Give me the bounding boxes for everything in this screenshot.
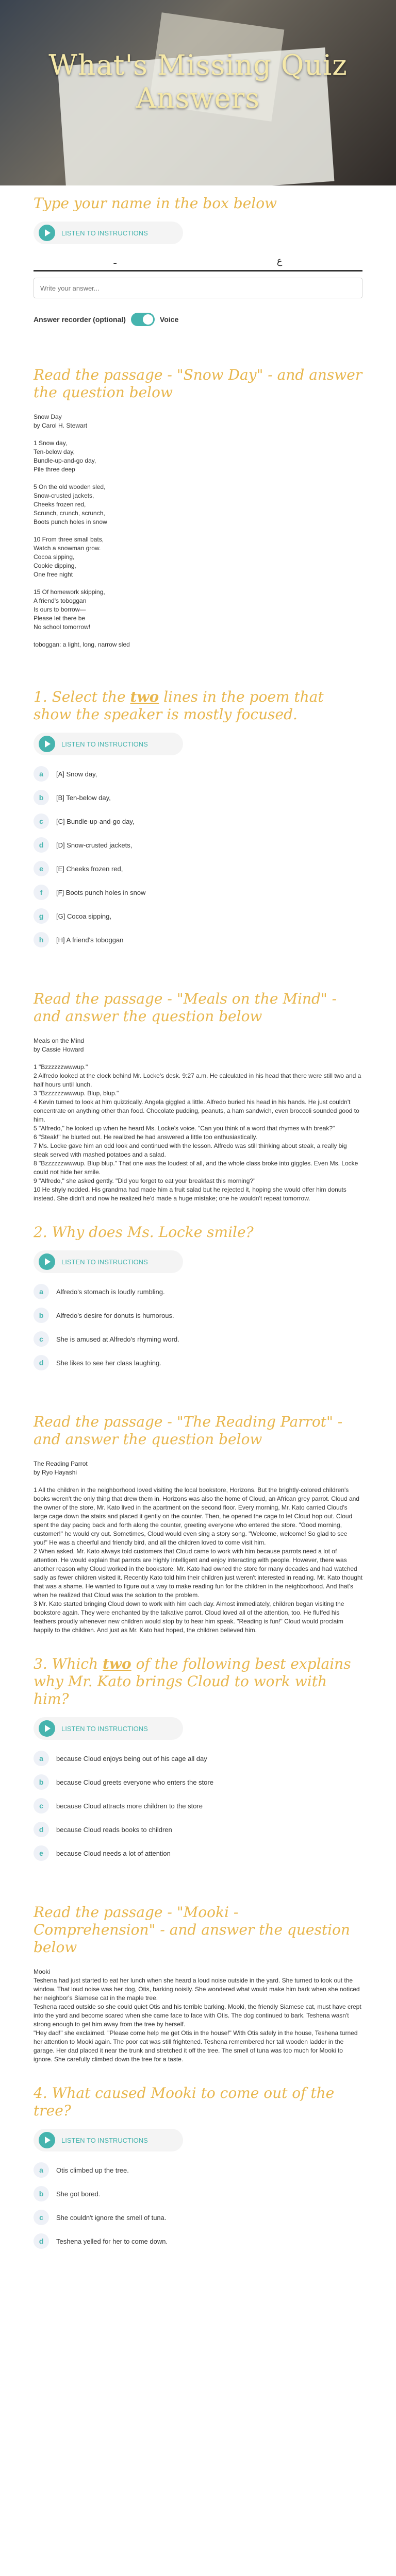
passage-title: Read the passage - "The Reading Parrot" - and answer the question below <box>34 1413 343 1448</box>
option-text: [D] Snow-crusted jackets, <box>56 841 133 849</box>
answer-option[interactable] <box>34 883 362 902</box>
answer-option[interactable] <box>34 765 362 783</box>
option-letter: d <box>34 2233 49 2249</box>
answer-option[interactable] <box>34 1749 362 1768</box>
answer-option[interactable] <box>34 1306 362 1325</box>
option-text: She got bored. <box>56 2190 101 2198</box>
option-letter: e <box>34 861 49 876</box>
option-letter: a <box>34 766 49 782</box>
option-letter: d <box>34 1822 49 1837</box>
answer-option[interactable] <box>34 1330 362 1348</box>
answer-option[interactable] <box>34 2208 362 2227</box>
answer-option[interactable] <box>34 812 362 831</box>
question-2-section <box>34 990 362 1372</box>
audio-label: LISTEN TO INSTRUCTIONS <box>61 2136 148 2144</box>
option-text: because Cloud greets everyone who enters the store <box>56 1778 213 1786</box>
answer-recorder-label: Answer recorder (optional) <box>34 315 126 324</box>
passage-title: Read the passage - "Mooki - Comprehension" - and answer the question below <box>34 1904 350 1956</box>
option-text: Alfredo's desire for donuts is humorous. <box>56 1311 174 1319</box>
question-title: 1. Select the two lines in the poem that show the speaker is mostly focused. <box>34 688 324 723</box>
answer-recorder-row <box>34 313 362 326</box>
option-text: because Cloud attracts more children to the store <box>56 1802 203 1810</box>
answer-options <box>34 765 362 949</box>
question-1-section <box>34 366 362 949</box>
play-icon[interactable] <box>39 1720 55 1737</box>
option-letter: e <box>34 1845 49 1861</box>
option-text: [C] Bundle-up-and-go day, <box>56 817 135 825</box>
passage-title: Read the passage - "Snow Day" - and answer the question below <box>34 366 362 401</box>
answer-option[interactable] <box>34 930 362 949</box>
instructions-audio-player[interactable] <box>34 733 183 755</box>
voice-toggle-label: Voice <box>159 315 179 324</box>
option-letter: a <box>34 1751 49 1766</box>
option-text: She likes to see her class laughing. <box>56 1359 161 1367</box>
answer-option[interactable] <box>34 2232 362 2250</box>
option-letter: f <box>34 885 49 900</box>
option-letter: b <box>34 1308 49 1323</box>
question-title: 2. Why does Ms. Locke smile? <box>34 1224 254 1241</box>
option-letter: a <box>34 2162 49 2178</box>
option-letter: b <box>34 1774 49 1790</box>
passage-text: The Reading Parrot by Ryo Hayashi 1 All the children in the neighborhood loved visiting the local bookstore, Horizons. But the brightly-colored children's books weren't the only thing that drew them in. Horizons was also the home of Cloud, an African grey parrot. Cloud and the owner of the store, Mr. Kato lived in the apartment on the second floor. Every morning, Mr. Kato carried Cloud's large cage down the stairs and placed it gently on the counter. Then, he opened the cage to let Cloud hop out. Cloud spent the day pacing back and forth along the counter, greeting everyone who entered the store. "Good morning, customer!" he would cry out. Sometimes, Cloud would even sing a story song. "Welcome, welcome! So glad to see you!" He was a cheerful and friendly bird, and all the children loved to come visit him. 2 When asked, Mr. Kato always told customers that Cloud came to work with him because parrots need a lot of attention. He would explain that parrots are highly intelligent and enjoy interacting with people. However, there was another reason why Cloud worked in the bookstore. Mr. Kato had owned the store for many decades and had watched sadly as fewer children visited it. Recently Kato told him their children just weren't interested in reading. Mr. Kato thought that was a shame. He wanted to figure out a way to make reading fun for the children in the neighborhood. And that's when he realized that Cloud was the solution to the problem. 3 Mr. Kato started bringing Cloud down to work with him each day. Almost immediately, children began visiting the bookstore again. They were enchanted by the talkative parrot. Cloud loved all of the attention, too. He fluffed his feathers proudly whenever new children would stop by to hear him speak. "Reading is fun!" Cloud would proclaim happily to the children. And just as Mr. Kato had hoped, the children believed him. <box>34 1460 362 1634</box>
option-letter: c <box>34 1798 49 1814</box>
lang-right-key[interactable]: ع <box>276 255 283 266</box>
play-icon[interactable] <box>39 1253 55 1270</box>
audio-label: LISTEN TO INSTRUCTIONS <box>61 1258 148 1266</box>
answer-option[interactable] <box>34 2184 362 2203</box>
instructions-audio-player[interactable] <box>34 1250 183 1273</box>
answer-option[interactable] <box>34 1773 362 1791</box>
answer-options <box>34 1282 362 1372</box>
hero-banner <box>0 0 396 185</box>
option-text: because Cloud reads books to children <box>56 1825 172 1834</box>
page-title: What's Missing Quiz Answers <box>48 49 348 114</box>
audio-label: LISTEN TO INSTRUCTIONS <box>61 229 148 237</box>
option-text: [B] Ten-below day, <box>56 793 111 802</box>
option-text: [H] A friend's toboggan <box>56 936 124 944</box>
keyboard-language-bar <box>34 251 362 272</box>
question-3-section <box>34 1413 362 1862</box>
option-letter: b <box>34 790 49 805</box>
option-letter: g <box>34 908 49 924</box>
name-input[interactable] <box>34 278 362 298</box>
instructions-audio-player[interactable] <box>34 222 183 244</box>
name-prompt: Type your name in the box below <box>34 195 277 212</box>
answer-option[interactable] <box>34 1282 362 1301</box>
instructions-audio-player[interactable] <box>34 2129 183 2151</box>
option-letter: d <box>34 837 49 853</box>
answer-option[interactable] <box>34 788 362 807</box>
question-title: 4. What caused Mooki to come out of the tree? <box>34 2084 335 2119</box>
play-icon[interactable] <box>39 736 55 752</box>
option-text: Alfredo's stomach is loudly rumbling. <box>56 1287 165 1296</box>
option-letter: c <box>34 2210 49 2225</box>
option-text: because Cloud needs a lot of attention <box>56 1849 171 1857</box>
passage-title: Read the passage - "Meals on the Mind" - and answer the question below <box>34 990 337 1025</box>
question-title: 3. Which two of the following best explains why Mr. Kato brings Cloud to work with him? <box>34 1655 351 1707</box>
option-text: She is amused at Alfredo's rhyming word. <box>56 1335 179 1343</box>
option-text: She couldn't ignore the smell of tuna. <box>56 2213 167 2222</box>
answer-option[interactable] <box>34 836 362 854</box>
lang-left-key[interactable]: ـ <box>113 255 117 266</box>
passage-text: Snow Day by Carol H. Stewart 1 Snow day, Ten-below day, Bundle-up-and-go day, Pile three deep 5 On the old wooden sled, Snow-crusted jackets, Cheeks frozen red, Scrunch, crunch, scrunch, Boots punch holes in snow 10 From three small bats, Watch a snowman grow. Cocoa sipping, Cookie dipping, One free night 15 Of homework skipping, A friend's toboggan Is ours to borrow— Please let there be No school tomorrow! toboggan: a light, long, narrow sled <box>34 413 130 648</box>
answer-option[interactable] <box>34 1844 362 1862</box>
answer-options <box>34 1749 362 1862</box>
option-text: because Cloud enjoys being out of his cage all day <box>56 1754 207 1762</box>
answer-option[interactable] <box>34 1353 362 1372</box>
answer-option[interactable] <box>34 907 362 925</box>
option-letter: b <box>34 2186 49 2201</box>
audio-label: LISTEN TO INSTRUCTIONS <box>61 1724 148 1733</box>
passage-text: Mooki Teshena had just started to eat her lunch when she heard a loud noise outside in the yard. She turned to look out the window. That loud noise was her dog, Otis, barking noisily. She wondered what would make him bark when she noticed her neighbor's Siamese cat in the maple tree. Teshena raced outside so she could quiet Otis and his terrible barking. Mooki, the friendly Siamese cat, must have crept into the yard and become scared when she came face to face with Otis. The dog continued to bark. Teshena wasn't strong enough to get him away from the tree by herself. "Hey dad!" she exclaimed. "Please come help me get Otis in the house!" With Otis safely in the house, Teshena turned her attention to Mooki again. The poor cat was still frightened. Teshena remembered her tall wooden ladder in the garage. Her dad placed it near the trunk and stretched it off the tree. The smell of tuna was too much for Mooki to ignore. She carefully climbed down the tree for a taste. <box>34 1968 361 2063</box>
option-text: [G] Cocoa sipping, <box>56 912 111 920</box>
answer-option[interactable] <box>34 1820 362 1839</box>
play-icon[interactable] <box>39 2132 55 2148</box>
voice-toggle[interactable] <box>131 313 155 326</box>
option-letter: c <box>34 814 49 829</box>
answer-option[interactable] <box>34 859 362 878</box>
option-letter: d <box>34 1355 49 1370</box>
question-4-section <box>34 1904 362 2250</box>
play-icon[interactable] <box>39 225 55 241</box>
answer-option[interactable] <box>34 1797 362 1815</box>
answer-options <box>34 2161 362 2250</box>
option-letter: h <box>34 932 49 947</box>
audio-label: LISTEN TO INSTRUCTIONS <box>61 740 148 748</box>
option-text: Teshena yelled for her to come down. <box>56 2237 168 2245</box>
name-section <box>34 195 362 326</box>
option-text: [A] Snow day, <box>56 770 97 778</box>
option-letter: c <box>34 1331 49 1347</box>
option-text: Otis climbed up the tree. <box>56 2166 129 2174</box>
option-text: [F] Boots punch holes in snow <box>56 888 146 896</box>
option-letter: a <box>34 1284 49 1299</box>
passage-text: Meals on the Mind by Cassie Howard 1 "Bzzzzzzwwwup." 2 Alfredo looked at the clock behind Mr. Locke's desk. 9:27 a.m. He calculated in his head that there were still two and a half hours until lunch. 3 "Bzzzzzzwwwup. Blup, blup." 4 Kevin turned to look at him quizzically. Angela giggled a little. Alfredo buried his head in his hands. He just couldn't concentrate on anything other than food. Chocolate pudding, peanuts, a ham sandwich, even broccoli sounded good to him. 5 "Alfredo," he looked up when he heard Ms. Locke's voice. "Can you think of a word that rhymes with break?" 6 "Steak!" he blurted out. He realized he had answered a little too enthusiastically. 7 Ms. Locke gave him an odd look and continued with the lesson. Alfredo was still thinking about steak, a really big steak served with mashed potatoes and a salad. 8 "Bzzzzzzwwwup. Blup blup." That one was the loudest of all, and the whole class broke into giggles. Even Ms. Locke could not hide her smile. 9 "Alfredo," she asked gently. "Did you forget to eat your breakfast this morning?" 10 He shyly nodded. His grandma had made him a fruit salad but he rejected it, hoping she would offer him donuts instead. She didn't and now he realized he'd made a huge mistake; one he wouldn't repeat tomorrow. <box>34 1037 361 1202</box>
answer-option[interactable] <box>34 2161 362 2179</box>
instructions-audio-player[interactable] <box>34 1717 183 1740</box>
option-text: [E] Cheeks frozen red, <box>56 865 123 873</box>
